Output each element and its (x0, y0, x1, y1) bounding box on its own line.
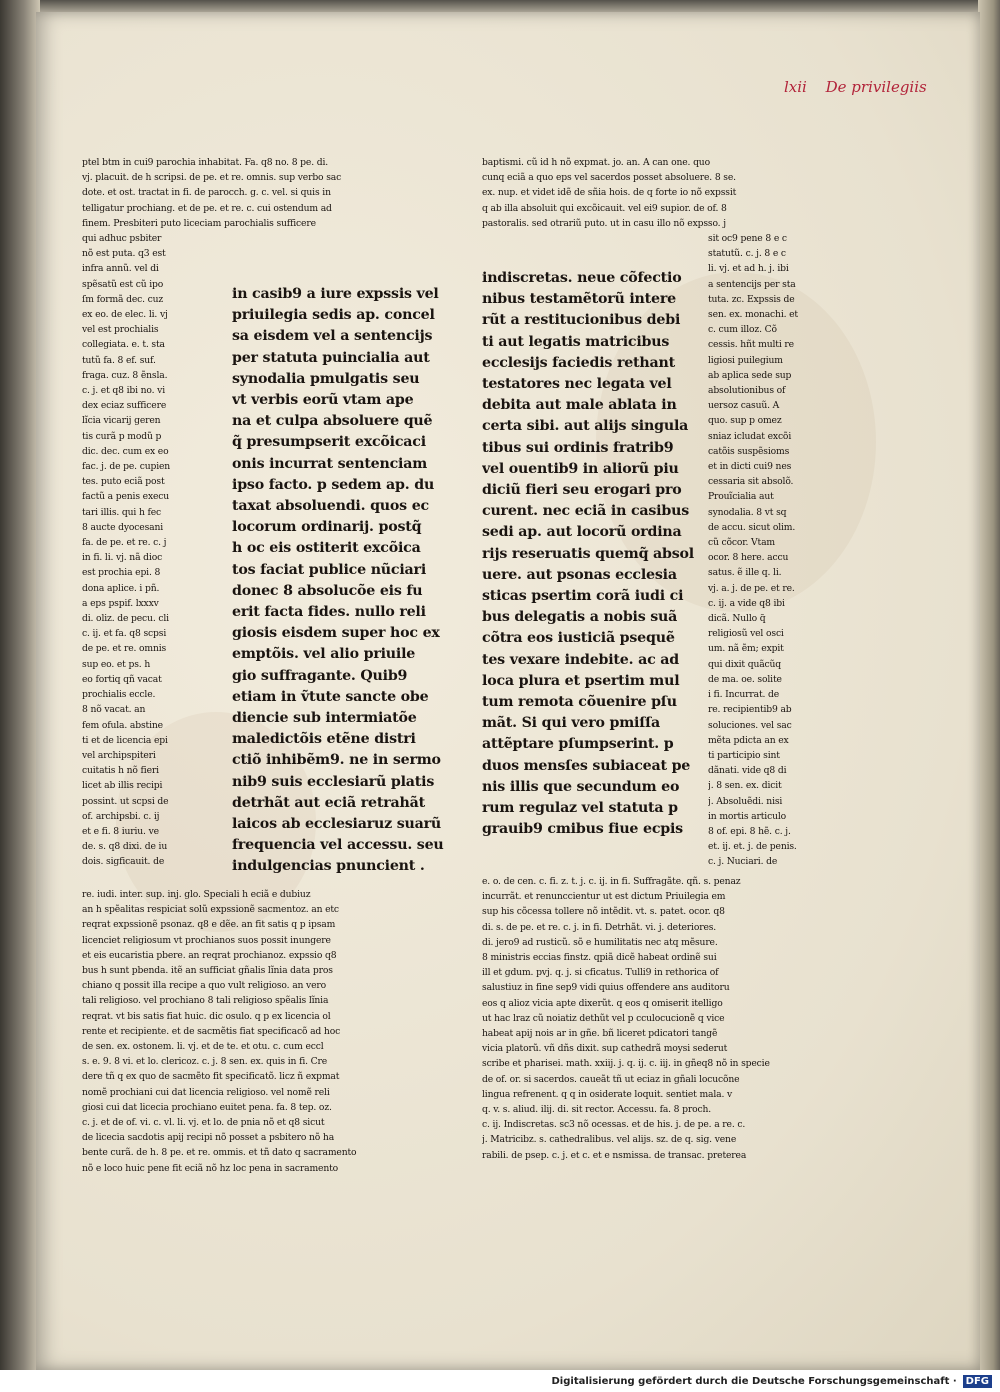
gloss-line: incurrãt. et renunccientur ut est dictum Priuilegia em (482, 891, 726, 903)
body-line: rijs reseruatis quemq̃ absol (482, 545, 694, 562)
folio-number: lxii (784, 78, 807, 96)
gloss-line: sup eo. et ps. h (82, 658, 151, 670)
body-line: in casib9 a iure expssis vel (232, 286, 439, 302)
gloss-line: ex. nup. et videt idẽ de sñia hois. de q forte io nõ expssit (482, 187, 737, 199)
body-line: per statuta puincialia aut (232, 349, 430, 366)
running-head (784, 78, 927, 96)
gloss-line: li. vj. et ad h. j. ibi (708, 263, 789, 275)
gloss-line: finem. Presbiteri puto liceciam parochialis sufficere (82, 217, 316, 229)
gloss-line: 8 aucte dyocesani (82, 521, 164, 533)
gloss-line: c. ij. a vide q8 ibi (708, 597, 785, 609)
body-line: diencie sub intermiatõe (232, 710, 417, 727)
right-body-text (482, 268, 714, 840)
gloss-line: c. cum illoz. Cõ (708, 324, 777, 336)
gloss-line: ut hac lraz cũ noiatiz dethũt vel p cculocucionẽ q vice (482, 1012, 725, 1024)
gloss-line: habeat apij nois ar in gñe. bñ liceret pdicatori tangẽ (482, 1028, 718, 1040)
body-line: indiscretas. neue cõfectio (482, 270, 682, 286)
gloss-line: catõis suspẽsioms (708, 445, 790, 457)
gloss-line: vj. a. j. de pe. et re. (708, 582, 795, 594)
gloss-line: j. Absoluẽdi. nisi (708, 795, 783, 807)
left-gloss-top (82, 155, 472, 231)
gloss-line: reqrat expssionẽ psonaz. q8 e dẽe. an fit satis q p ipsam (82, 919, 336, 931)
gloss-line: nõ est puta. q3 est (82, 248, 166, 260)
gloss-line: di. s. de pe. et re. c. j. in fi. Detrhãt. vi. j. deteriores. (482, 921, 717, 933)
gloss-line: ex eo. de elec. li. vj (82, 309, 168, 321)
body-line: tum remota cõuenire pſu (482, 694, 677, 711)
gloss-line: nomẽ prochiani cui dat licencia religioso. vel nomẽ reli (82, 1086, 330, 1098)
right-gloss-bottom (482, 874, 862, 1163)
gloss-line: cuitatis h nõ fieri (82, 765, 159, 777)
body-line: cõtra eos iusticiã psequẽ (482, 630, 675, 647)
gloss-line: scribe et pharisei. math. xxiij. j. q. ij. c. iij. in gñeq8 nõ in specie (482, 1058, 770, 1070)
gloss-line: prochialis eccle. (82, 689, 156, 701)
gloss-line: tali religioso. vel prochiano 8 tali religioso spẽalis lĩnia (82, 995, 329, 1007)
gloss-line: cessaria sit absolõ. (708, 476, 794, 488)
gloss-line: tari illis. qui h fec (82, 506, 162, 518)
gloss-line: j. Matricibz. s. cathedralibus. vel alijs. sz. de q. sig. vene (482, 1134, 737, 1146)
gloss-line: dicã. Nullo q̃ (708, 613, 766, 625)
gloss-line: quo. sup p omez (708, 415, 782, 427)
body-line: duos mensſes subiaceat pe (482, 757, 691, 774)
body-line: grauib9 cmibus fiue ecpis (482, 821, 683, 838)
scan-edge-right (978, 0, 1000, 1370)
gloss-line: qui adhuc psbiter (82, 233, 162, 244)
gloss-line: rabili. de psep. c. j. et c. et e nsmissa. de transac. preterea (482, 1149, 747, 1161)
gloss-line: q. v. s. aliud. ilij. di. sit rector. Accessu. fa. 8 proch. (482, 1104, 712, 1116)
body-line: onis incurrat sentenciam (232, 455, 428, 472)
body-line: tibus sui ordinis fratrib9 (482, 439, 674, 456)
gloss-line: of. archipsbi. c. ij (82, 810, 160, 822)
body-line: ipso facto. p sedem ap. du (232, 476, 435, 493)
gloss-line: di. jero9 ad rusticũ. sõ e humilitatis nec atq mẽsure. (482, 936, 718, 948)
gloss-line: lingua refrenent. q q in osiderate loquit. sentiet mala. v (482, 1088, 733, 1100)
gloss-line: fraga. cuz. 8 ẽnsla. (82, 369, 168, 381)
gloss-line: de accu. sicut olim. (708, 521, 796, 533)
gloss-line: de sen. ex. ostonem. li. vj. et de te. et otu. c. cum eccl (82, 1041, 324, 1053)
gloss-line: c. j. et q8 ibi no. vi (82, 385, 166, 397)
gloss-line: reqrat. vt bis satis fiat huic. dic osulo. q p ex licencia ol (82, 1010, 331, 1022)
gloss-line: s. e. 9. 8 vi. et lo. clericoz. c. j. 8 sen. ex. quis in fi. Cre (82, 1056, 328, 1068)
body-line: erit facta fides. nullo reli (232, 604, 426, 621)
body-line: nis illis que secundum eo (482, 778, 680, 795)
gloss-line: cũ cõcor. Vtam (708, 537, 775, 549)
body-line: attẽptare pſumpserint. p (482, 736, 674, 753)
gloss-line: in fi. li. vj. nã dioc (82, 552, 163, 564)
gloss-line: religiosũ vel osci (708, 628, 784, 640)
gloss-line: rente et recipiente. et de sacmẽtis fiat specificacõ ad hoc (82, 1025, 341, 1037)
gloss-line: ill et gdum. pvj. q. j. si cficatus. Tulli9 in rethorica of (482, 967, 719, 979)
gloss-line: eo fortiq qñ vacat (82, 673, 162, 685)
gloss-line: vicia platorũ. vñ dñs dixit. sup cathedrã moysi sederut (482, 1043, 728, 1055)
gloss-line: 8 ministris eccias finstz. qpiã dicẽ habeat ordinẽ sui (482, 952, 717, 964)
gloss-line: et e fi. 8 iuriu. ve (82, 825, 159, 837)
gloss-line: a sentencijs per sta (708, 278, 796, 290)
gloss-line: c. ij. Indiscretas. sc3 nõ ocessas. et de his. j. de pe. a re. c. (482, 1119, 746, 1131)
gloss-line: fa. de pe. et re. c. j (82, 537, 167, 549)
gloss-line: dex eciaz sufficere (82, 400, 167, 412)
gloss-line: sen. ex. monachi. et (708, 309, 798, 321)
gloss-line: lĩcia vicarij geren (82, 415, 161, 427)
body-line: synodalia pmulgatis seu (232, 370, 420, 387)
gloss-line: de. s. q8 dixi. de iu (82, 841, 168, 853)
body-line: ctiõ inhibẽm9. ne in sermo (232, 752, 441, 769)
gloss-line: telligatur prochiang. et de pe. et re. c. cui ostendum ad (82, 202, 332, 214)
gloss-line: nõ e loco huic pene fit eciã nõ hz loc pena in sacramento (82, 1162, 339, 1174)
gloss-line: tes. puto eciã post (82, 476, 165, 488)
gloss-line: dere tñ q ex quo de sacmẽto fit specificatõ. licz ñ expmat (82, 1071, 340, 1083)
dfg-logo: DFG (963, 1375, 992, 1388)
gloss-line: in mortis articulo (708, 810, 787, 822)
gloss-line: pastoralis. sed otrariũ puto. ut in casu illo nõ expsso. j (482, 217, 726, 229)
gloss-line: et eis eucaristia pbere. an reqrat prochianoz. expssio q8 (82, 949, 337, 961)
gloss-line: vj. placuit. de h scripsi. de pe. et re. omnis. sup verbo sac (82, 172, 342, 184)
gloss-line: de ma. oe. solite (708, 673, 782, 685)
gloss-line: um. nã ẽm; expit (708, 643, 784, 655)
body-line: diciũ fieri seu erogari pro (482, 482, 682, 499)
body-line: giosis eisdem super hoc ex (232, 625, 440, 642)
gloss-line: ligiosi puilegium (708, 354, 783, 366)
gloss-line: baptismi. cũ id h nõ expmat. jo. an. A can one. quo (482, 157, 710, 168)
body-line: vel ouentib9 in aliorũ piu (482, 460, 679, 477)
body-line: frequencia vel accessu. seu (232, 837, 444, 854)
gloss-line: 8 nõ vacat. an (82, 704, 146, 716)
gloss-line: satus. ẽ ille q. li. (708, 567, 782, 579)
gloss-line: tutũ fa. 8 ef. suf. (82, 354, 156, 366)
gloss-line: fac. j. de pe. cupien (82, 461, 171, 473)
gloss-line: eos q alioz vicia apte dixerũt. q eos q omiserit itelligo (482, 997, 723, 1009)
gloss-line: e. o. de cen. c. fi. z. t. j. c. ij. in fi. Suffragãte. qñ. s. penaz (482, 876, 741, 887)
body-line: emptõis. vel alio priuile (232, 646, 416, 663)
gloss-line: salustiuz in fine sep9 vidi quius offendere ans auditoru (482, 982, 730, 994)
gloss-line: cessis. hñt multi re (708, 339, 794, 351)
gloss-line: sniaz icludat excõi (708, 430, 792, 442)
body-line: vt verbis eorũ vtam ape (232, 392, 414, 409)
body-line: tes vexare indebite. ac ad (482, 651, 679, 668)
funding-credit: Digitalisierung gefördert durch die Deutsche Forschungsgemeinschaft · (551, 1375, 957, 1387)
gloss-line: Prouĩcialia aut (708, 491, 774, 503)
body-line: taxat absoluendi. quos ec (232, 498, 429, 515)
body-line: sedi ap. aut locorũ ordina (482, 524, 682, 541)
gloss-line: mẽta pdicta an ex (708, 734, 789, 746)
body-line: q̃ presumpserit excõicaci (232, 434, 426, 451)
gloss-line: re. iudi. inter. sup. inj. glo. Speciali h eciã e dubiuz (82, 889, 311, 900)
gloss-line: tuta. zc. Expssis de (708, 293, 795, 305)
body-line: nib9 suis ecclesiarũ platis (232, 773, 435, 790)
body-line: laicos ab ecclesiaruz suarũ (232, 816, 442, 833)
gloss-line: ab aplica sede sup (708, 369, 792, 381)
gloss-line: et. ij. et. j. de penis. (708, 841, 797, 853)
gloss-line: j. 8 sen. ex. dicit (708, 780, 782, 792)
body-line: detrhãt aut eciã retrahãt (232, 794, 425, 811)
body-line: ecclesijs faciedis rethant (482, 354, 675, 371)
body-line: nibus testamẽtorũ intere (482, 291, 676, 308)
gloss-line: q ab illa absoluit qui excõicauit. vel ei9 supior. de of. 8 (482, 202, 727, 214)
gloss-line: infra annũ. vel di (82, 263, 159, 275)
gloss-line: chiano q possit illa recipe a quo vult religioso. an vero (82, 980, 327, 992)
body-line: testatores nec legata vel (482, 376, 672, 393)
gloss-line: a eps pspif. lxxxv (82, 597, 159, 609)
left-body-text (232, 284, 468, 878)
right-gloss-top (482, 155, 862, 231)
body-line: na et culpa absoluere quẽ (232, 413, 433, 430)
gloss-line: giosi cui dat licecia prochiano euitet pena. fa. 8 tep. oz. (82, 1101, 332, 1113)
gloss-line: c. j. et de of. vi. c. vl. li. vj. et lo. de pnia nõ et q8 sicut (82, 1117, 325, 1129)
right-gloss-narrow (708, 231, 856, 870)
gloss-line: tis curã p modũ p (82, 430, 162, 442)
gloss-line: vel archipspiteri (82, 749, 156, 761)
body-line: mãt. Si qui vero pmiſſa (482, 715, 661, 732)
gloss-line: bus h sunt pbenda. itẽ an sufficiat gñalis lĩnia data pros (82, 965, 333, 977)
gloss-line: spẽsatũ est cũ ipo (82, 278, 164, 290)
gloss-line: ti participio sint (708, 749, 780, 761)
body-line: gio suffragante. Quib9 (232, 667, 408, 684)
book-binding-edge (0, 0, 40, 1370)
gloss-line: de of. or. si sacerdos. caueãt tñ ut eciaz in gñali locucõne (482, 1073, 740, 1085)
body-line: debita aut male ablata in (482, 397, 677, 414)
gloss-line: dona aplice. i pñ. (82, 582, 160, 594)
gloss-line: c. ij. et fa. q8 scpsi (82, 628, 167, 640)
gloss-line: bente curã. de h. 8 pe. et re. ommis. et tñ dato q sacramento (82, 1147, 357, 1159)
body-line: ti aut legatis matricibus (482, 333, 670, 350)
gloss-line: uersoz casuũ. A (708, 400, 780, 412)
body-line: rum regulaz vel statuta p (482, 800, 678, 817)
gloss-line: est prochia epi. 8 (82, 567, 161, 579)
gloss-line: cunq eciã a quo eps vel sacerdos posset absoluere. 8 se. (482, 172, 736, 184)
body-line: rũt a restitucionibus debi (482, 312, 681, 329)
gloss-line: fem ofula. abstine (82, 719, 163, 731)
gloss-line: de pe. et re. omnis (82, 643, 167, 655)
gloss-line: ſm formã dec. cuz (82, 293, 164, 305)
gloss-line: i fi. Incurrat. de (708, 689, 780, 701)
gloss-line: licenciet religiosum vt prochianos suos possit inungere (82, 934, 331, 946)
page-leaf (36, 12, 980, 1370)
gloss-line: licet ab illis recipi (82, 780, 163, 792)
body-line: etiam in ṽtute sancte obe (232, 688, 429, 705)
gloss-line: di. oliz. de pecu. cli (82, 613, 169, 625)
gloss-line: sit oc9 pene 8 e c (708, 233, 787, 244)
gloss-line: statutũ. c. j. 8 e c (708, 248, 786, 260)
body-line: curent. nec eciã in casibus (482, 503, 689, 520)
body-line: priuilegia sedis ap. concel (232, 307, 435, 324)
body-line: sa eisdem vel a sentencijs (232, 328, 433, 345)
gloss-line: dois. sigficauit. de (82, 856, 165, 868)
body-line: sticas psertim corã iudi ci (482, 588, 684, 605)
footer-bar (0, 1370, 1000, 1392)
body-line: maledictõis etẽne distri (232, 731, 416, 748)
gloss-line: 8 of. epi. 8 hẽ. c. j. (708, 825, 791, 837)
gloss-line: factũ a penis execu (82, 491, 170, 503)
gloss-line: dãnati. vide q8 di (708, 765, 787, 777)
gloss-line: dic. dec. cum ex eo (82, 445, 169, 457)
gloss-line: soluciones. vel sac (708, 719, 792, 731)
gloss-line: de licecia sacdotis apij recipi nõ posset a psbitero nõ ha (82, 1132, 335, 1144)
body-line: locorum ordinarij. postq̃ (232, 519, 422, 536)
body-line: uere. aut psonas ecclesia (482, 566, 677, 583)
gloss-line: qui dixit quãcũq (708, 658, 782, 670)
gloss-line: c. j. Nuciari. de (708, 856, 778, 868)
gloss-line: possint. ut scpsi de (82, 795, 169, 807)
gloss-line: collegiata. e. t. sta (82, 339, 165, 351)
body-line: donec 8 absolucõe eis fu (232, 582, 423, 599)
body-line: loca plura et psertim mul (482, 672, 680, 689)
gloss-line: dote. et ost. tractat in fi. de parocch. g. c. vel. si quis in (82, 187, 331, 199)
gloss-line: ptel btm in cui9 parochia inhabitat. Fa. q8 no. 8 pe. di. (82, 157, 329, 168)
gloss-line: synodalia. 8 vt sq (708, 506, 787, 518)
gloss-line: ti et de licencia epi (82, 734, 168, 746)
left-gloss-bottom (82, 887, 472, 1176)
left-gloss-narrow (82, 231, 232, 870)
body-line: indulgencias pnuncient . (232, 858, 425, 875)
gloss-line: sup his cõcessa tollere nõ intẽdit. vt. s. patet. ocor. q8 (482, 906, 725, 918)
body-line: bus delegatis a nobis suã (482, 609, 678, 626)
running-title: De privilegiis (825, 78, 927, 96)
gloss-line: vel est prochialis (82, 324, 159, 336)
gloss-line: absolutionibus of (708, 385, 786, 397)
gloss-line: ocor. 8 here. accu (708, 552, 789, 564)
body-line: tos faciat publice nũciari (232, 561, 427, 578)
body-line: h oc eis ostiterit excõica (232, 540, 421, 557)
gloss-line: re. recipientib9 ab (708, 704, 792, 716)
body-line: certa sibi. aut alijs singula (482, 418, 689, 435)
gloss-line: et in dicti cui9 nes (708, 461, 792, 473)
gloss-line: an h spẽalitas respiciat solũ expssionẽ sacmentoz. an etc (82, 904, 339, 916)
